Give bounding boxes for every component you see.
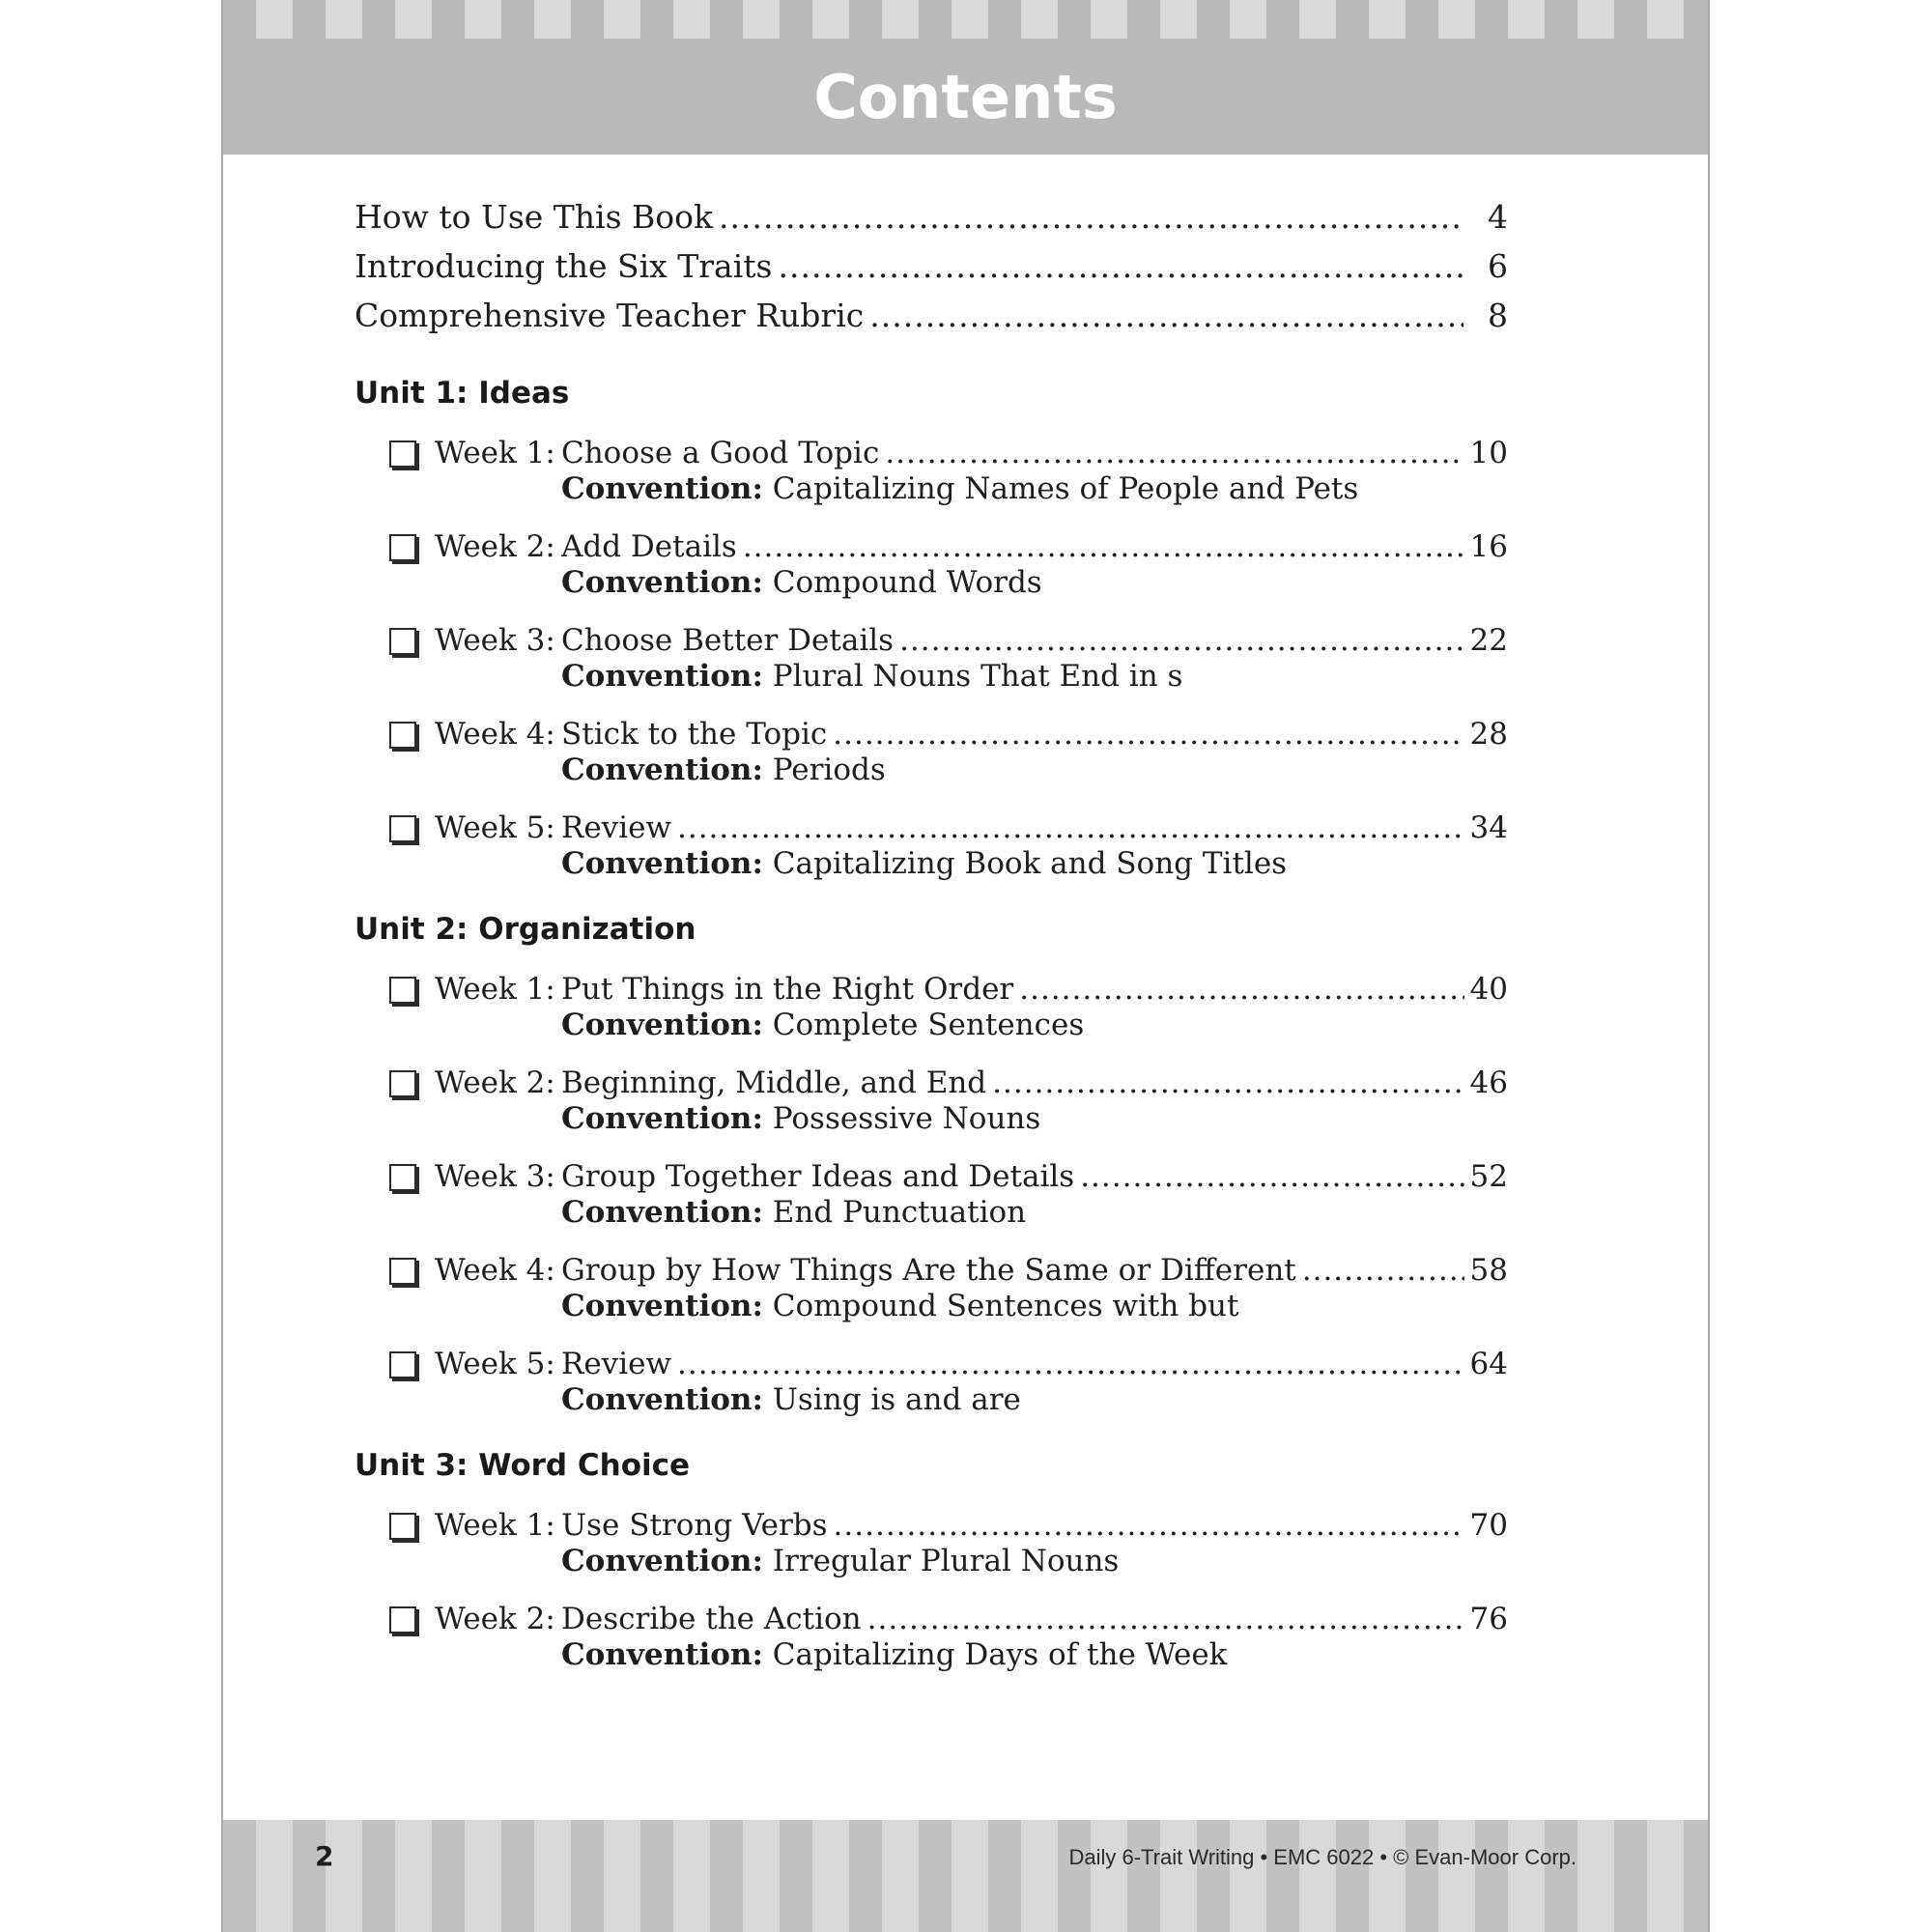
week-title: Stick to the Topic (561, 717, 828, 752)
convention-text: Complete Sentences (772, 1008, 1085, 1042)
week-entry (355, 1602, 1508, 1673)
checkbox[interactable] (389, 1351, 416, 1378)
dot-leader (677, 1347, 1464, 1381)
convention-text: Capitalizing Book and Song Titles (772, 846, 1288, 881)
dot-leader (834, 1508, 1464, 1543)
footer-credit: Daily 6-Trait Writing • EMC 6022 • © Evan-Moor Corp. (1068, 1845, 1577, 1869)
checkbox[interactable] (389, 1606, 416, 1634)
dot-leader (743, 529, 1464, 564)
week-title: Use Strong Verbs (561, 1508, 828, 1543)
checkbox[interactable] (389, 534, 416, 561)
checkbox[interactable] (389, 815, 416, 842)
week-title: Group Together Ideas and Details (561, 1159, 1075, 1194)
week-label: Week 3: (435, 623, 555, 658)
week-page: 64 (1469, 1347, 1508, 1381)
page-title: Contents (813, 62, 1118, 132)
week-title: Add Details (561, 529, 737, 564)
week-title: Beginning, Middle, and End (561, 1065, 987, 1100)
dot-leader (867, 1602, 1464, 1636)
week-entry (355, 972, 1508, 1043)
intro-entry (355, 247, 1508, 297)
dot-leader (869, 297, 1463, 334)
convention-label: Convention: (561, 565, 763, 600)
intro-entry (355, 297, 1508, 346)
dot-leader (778, 247, 1463, 285)
header-stripes (223, 0, 1708, 39)
week-page: 52 (1469, 1159, 1508, 1194)
week-page: 10 (1469, 436, 1508, 470)
week-page: 70 (1469, 1508, 1508, 1543)
week-label: Week 1: (435, 436, 555, 470)
week-page: 22 (1469, 623, 1508, 658)
week-label: Week 3: (435, 1159, 555, 1194)
week-label: Week 5: (435, 1347, 555, 1381)
week-title: Group by How Things Are the Same or Different (561, 1253, 1296, 1288)
week-title: Describe the Action (561, 1602, 862, 1636)
convention-label: Convention: (561, 1289, 763, 1323)
unit-heading: Unit 1: Ideas (355, 376, 570, 411)
week-title: Choose a Good Topic (561, 436, 880, 470)
dot-leader (992, 1065, 1463, 1100)
dot-leader (899, 623, 1463, 658)
convention-text: Capitalizing Days of the Week (772, 1637, 1228, 1672)
dot-leader (1019, 972, 1463, 1007)
entry-title: Comprehensive Teacher Rubric (355, 297, 865, 334)
checkbox[interactable] (389, 1070, 416, 1097)
dot-leader (719, 198, 1463, 236)
convention-label: Convention: (561, 753, 763, 787)
week-page: 58 (1469, 1253, 1508, 1288)
header-band (223, 0, 1708, 155)
week-title: Review (561, 1347, 671, 1381)
dot-leader (885, 436, 1463, 470)
convention-text: Possessive Nouns (772, 1101, 1041, 1136)
week-title: Choose Better Details (561, 623, 895, 658)
convention-label: Convention: (561, 659, 763, 694)
convention-text: Periods (772, 753, 886, 787)
convention-label: Convention: (561, 1544, 763, 1578)
week-entry (355, 436, 1508, 507)
week-entry (355, 1508, 1508, 1579)
week-page: 34 (1469, 810, 1508, 845)
checkbox[interactable] (389, 440, 416, 468)
checkbox[interactable] (389, 628, 416, 655)
convention-label: Convention: (561, 1195, 763, 1230)
week-page: 46 (1469, 1065, 1508, 1100)
entry-title: How to Use This Book (355, 198, 713, 236)
week-entry (355, 1159, 1508, 1231)
dot-leader (1080, 1159, 1463, 1194)
convention-label: Convention: (561, 846, 763, 881)
convention-text: Capitalizing Names of People and Pets (772, 471, 1359, 506)
week-title: Review (561, 810, 671, 845)
convention-text: Irregular Plural Nouns (772, 1544, 1120, 1578)
entry-page: 4 (1488, 198, 1508, 236)
week-entry (355, 810, 1508, 882)
convention-label: Convention: (561, 1382, 763, 1417)
checkbox[interactable] (389, 1164, 416, 1191)
week-page: 76 (1469, 1602, 1508, 1636)
week-entry (355, 529, 1508, 601)
convention-text: Compound Sentences with but (772, 1289, 1239, 1323)
week-label: Week 2: (435, 529, 555, 564)
week-entry (355, 623, 1508, 695)
week-entry (355, 717, 1508, 788)
week-page: 16 (1469, 529, 1508, 564)
convention-text: End Punctuation (772, 1195, 1027, 1230)
week-label: Week 5: (435, 810, 555, 845)
convention-label: Convention: (561, 1008, 763, 1042)
week-entry (355, 1065, 1508, 1137)
checkbox[interactable] (389, 977, 416, 1004)
week-label: Week 1: (435, 1508, 555, 1543)
week-label: Week 1: (435, 972, 555, 1007)
checkbox[interactable] (389, 1258, 416, 1285)
week-label: Week 4: (435, 1253, 555, 1288)
week-label: Week 4: (435, 717, 555, 752)
week-entry (355, 1253, 1508, 1324)
convention-label: Convention: (561, 1101, 763, 1136)
checkbox[interactable] (389, 1513, 416, 1540)
checkbox[interactable] (389, 722, 416, 749)
convention-text: Using is and are (772, 1382, 1021, 1417)
entry-title: Introducing the Six Traits (355, 247, 773, 285)
footer-band (223, 1820, 1708, 1932)
convention-label: Convention: (561, 1637, 763, 1672)
convention-text: Plural Nouns That End in s (772, 659, 1183, 694)
contents-list (355, 198, 1508, 1673)
week-entry (355, 1347, 1508, 1418)
week-title: Put Things in the Right Order (561, 972, 1014, 1007)
week-page: 28 (1469, 717, 1508, 752)
week-label: Week 2: (435, 1065, 555, 1100)
intro-entry (355, 198, 1508, 247)
dot-leader (833, 717, 1463, 752)
page-number: 2 (315, 1840, 334, 1872)
convention-label: Convention: (561, 471, 763, 506)
week-page: 40 (1469, 972, 1508, 1007)
dot-leader (1302, 1253, 1464, 1288)
document-page (221, 0, 1710, 1932)
dot-leader (677, 810, 1464, 845)
week-label: Week 2: (435, 1602, 555, 1636)
convention-text: Compound Words (772, 565, 1042, 600)
entry-page: 8 (1488, 297, 1508, 334)
unit-heading: Unit 2: Organization (355, 912, 696, 947)
unit-heading: Unit 3: Word Choice (355, 1448, 691, 1483)
entry-page: 6 (1488, 247, 1508, 285)
